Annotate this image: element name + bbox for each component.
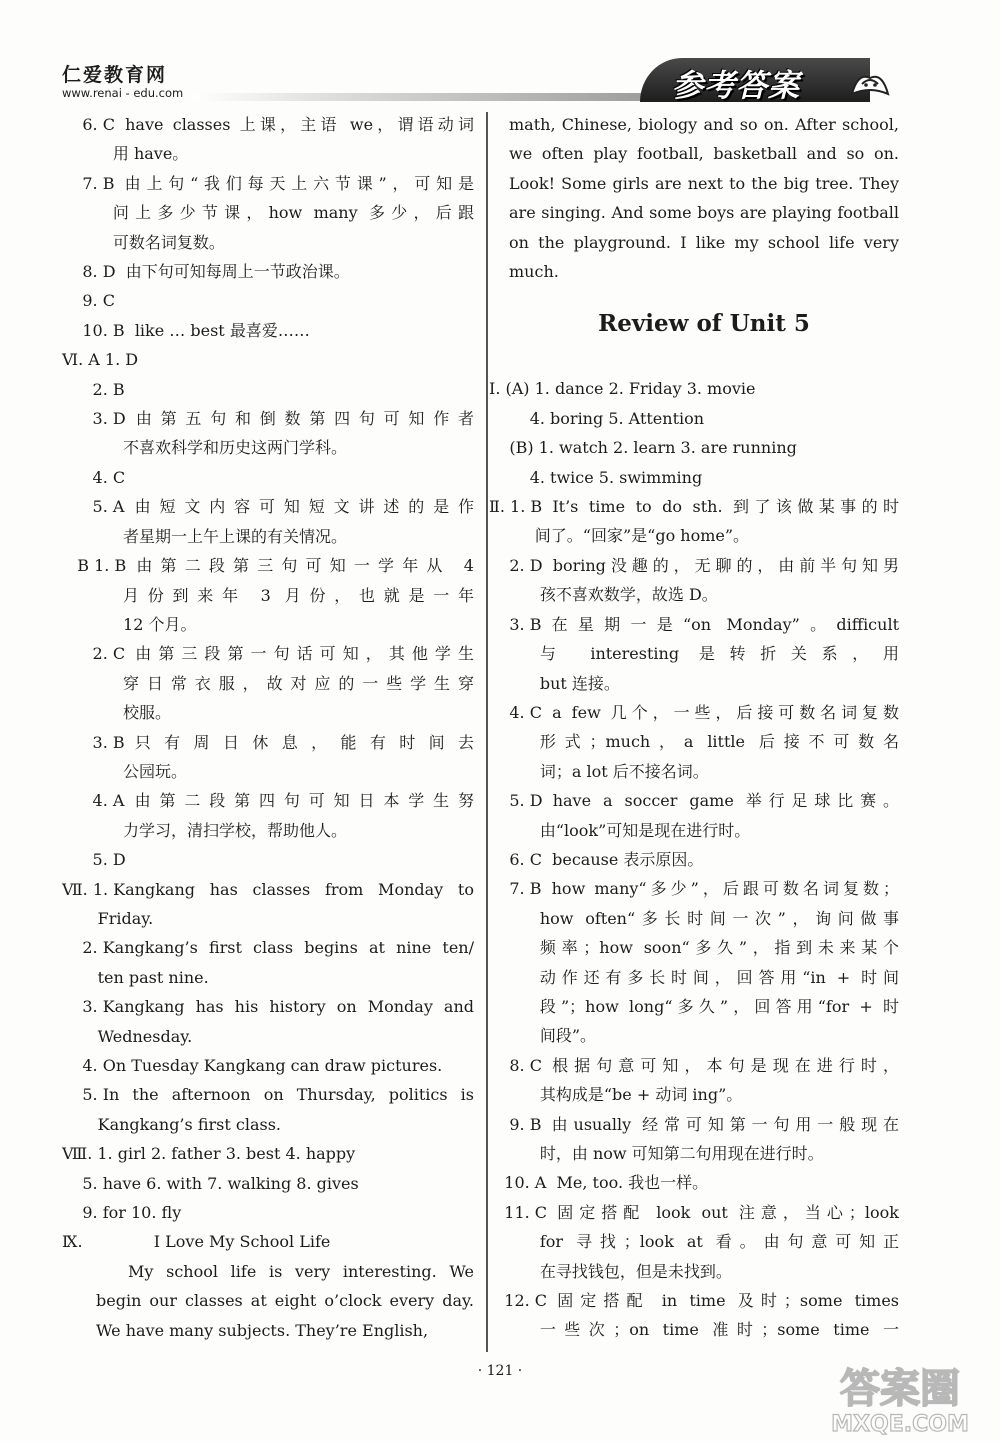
- answer-label: 3. B: [62, 732, 135, 752]
- answer-text: have a soccer game 举行足球比赛。: [552, 791, 899, 811]
- answer-line: [62, 1080, 474, 1109]
- answer-line: [489, 433, 899, 462]
- answer-line: [62, 610, 474, 639]
- answer-text: 12 个月。: [123, 614, 197, 634]
- answer-text: 9. for 10. fly: [82, 1203, 182, 1223]
- answer-line: [489, 1168, 899, 1197]
- answer-line: [62, 522, 474, 551]
- answer-label: 2. D: [489, 555, 553, 575]
- answer-text: 由第二段第三句可知一学年从 4: [136, 556, 474, 576]
- answer-label: [62, 669, 123, 698]
- answer-line: [62, 1169, 474, 1198]
- answer-line: [489, 492, 899, 521]
- answer-line: [62, 669, 474, 698]
- answer-line: [489, 374, 899, 403]
- answer-label: 4.: [62, 1056, 103, 1075]
- answer-line: [489, 845, 899, 874]
- answer-text: 与 interesting 是转折关系，用: [539, 644, 899, 664]
- answer-text: 1. girl 2. father 3. best 4. happy: [97, 1144, 356, 1164]
- left-column: [62, 110, 474, 1345]
- answer-text: 由第三段第一句话可知，其他学生: [135, 644, 474, 664]
- answer-label: [62, 228, 113, 257]
- answer-line: [489, 727, 899, 756]
- answer-line: [489, 463, 899, 492]
- answer-label: 2. C: [62, 644, 136, 664]
- answer-text: 由第二段第四句可知日本学生努: [134, 791, 474, 811]
- answer-text: Kangkang’s first class begins at nine ten/: [102, 938, 474, 958]
- answer-line: [489, 1286, 899, 1315]
- essay-continuation: math, Chinese, biology and so on. After school, we often play football, basketball and so on. Look! Some girls are next to the big tree. They are singing. And some boys are playing football on the playground. I like my school life very much.: [509, 115, 899, 282]
- answer-label: [489, 992, 540, 1021]
- answer-text: but 连接。: [539, 673, 620, 693]
- answer-line: [489, 580, 899, 609]
- answer-text: 频率；how soon“多久”，指到未来某个: [539, 938, 899, 958]
- answer-label: [489, 757, 540, 786]
- answer-line: [62, 169, 474, 198]
- answer-text: 时，由 now 可知第二句用现在进行时。: [539, 1144, 824, 1163]
- answer-line: [489, 669, 899, 698]
- answer-label: [489, 404, 530, 433]
- answer-text: 力学习，清扫学校，帮助他人。: [123, 820, 348, 840]
- answer-label: [489, 521, 535, 550]
- answer-line: [489, 786, 899, 815]
- page-number: · 121 ·: [477, 1363, 523, 1379]
- answer-line: [62, 728, 474, 757]
- answer-label: Ⅶ. 1.: [62, 879, 114, 899]
- answer-text: have classes 上课，主语 we，谓语动词: [125, 115, 474, 134]
- answer-label: 8. C: [489, 1055, 553, 1075]
- answer-text: 在寻找钱包，但是未找到。: [539, 1261, 732, 1281]
- answer-text: [115, 286, 474, 315]
- answer-label: [62, 1198, 82, 1227]
- answer-text: 4. twice 5. swimming: [529, 467, 703, 487]
- answer-line: [62, 404, 474, 433]
- answer-label: 5. A: [62, 497, 135, 517]
- answer-line: [489, 610, 899, 639]
- answer-label: [62, 139, 113, 168]
- answer-label: [489, 580, 540, 609]
- answer-label: [62, 1110, 98, 1139]
- answer-text: 校服。: [123, 703, 172, 723]
- answer-text: 不喜欢科学和历史这两门学科。: [123, 438, 348, 458]
- answer-line: [62, 375, 474, 404]
- answer-text: 由短文内容可知短文讲述的是作: [134, 497, 474, 517]
- answer-label: 6. C: [62, 115, 126, 134]
- answer-label: 10. A: [489, 1173, 557, 1193]
- answer-line: [62, 992, 474, 1021]
- answer-line: [62, 257, 474, 286]
- answer-line: [62, 1110, 474, 1139]
- answer-line: [489, 933, 899, 962]
- answer-text: Wednesday.: [97, 1026, 193, 1046]
- answer-text: 间了。“回家”是“go home”。: [534, 526, 750, 546]
- answer-label: 6. C: [489, 849, 553, 869]
- answer-label: [489, 816, 540, 845]
- answer-line: [489, 904, 899, 933]
- right-column: [489, 110, 899, 1345]
- answer-line: [62, 1198, 474, 1227]
- answer-label: [489, 463, 530, 492]
- fox-mascot-icon: [848, 64, 892, 100]
- answer-line: [489, 1110, 899, 1139]
- answer-line: [62, 875, 474, 904]
- answer-label: 4. A: [62, 791, 135, 811]
- answer-label: [62, 610, 123, 639]
- answer-text: 月份到来年 3 月份，也就是一年: [123, 585, 474, 605]
- answer-text: 问上多少节课，how many 多少，后跟: [112, 203, 474, 223]
- answer-text: because 表示原因。: [552, 849, 704, 869]
- answer-line: [489, 1021, 899, 1050]
- answer-line: [489, 1315, 899, 1344]
- answer-label: [62, 963, 98, 992]
- answer-line: [489, 521, 899, 550]
- answer-line: [489, 551, 899, 580]
- answer-line: [62, 933, 474, 962]
- answer-text: 词；a lot 后不接名词。: [539, 761, 709, 781]
- answer-label: 4. C: [62, 467, 126, 487]
- answer-line: [489, 698, 899, 727]
- answer-label: 3. B: [489, 614, 552, 634]
- section-title: Review of Unit 5: [598, 310, 810, 337]
- answer-label: 10. B: [62, 320, 135, 340]
- answer-label: [62, 816, 123, 845]
- answer-text: 形式；much，a little 后接不可数名: [539, 732, 899, 752]
- answer-label: Ⅵ. A 1. D: [62, 350, 139, 370]
- answer-text: 孩不喜欢数学，故选 D。: [539, 585, 718, 605]
- answer-text: how many“多少”，后跟可数名词复数；: [551, 879, 899, 899]
- answer-text: 一些次；on time 准时；some time 一: [539, 1320, 899, 1340]
- answer-line: [62, 1139, 474, 1168]
- answer-text: 5. have 6. with 7. walking 8. gives: [82, 1173, 359, 1193]
- answer-line: [489, 1051, 899, 1080]
- answer-line: [489, 1080, 899, 1109]
- answer-label: [62, 433, 123, 462]
- watermark-logo-text: 答案圈: [840, 1366, 960, 1412]
- answer-text: 只有周日休息，能有时间去: [134, 732, 474, 752]
- answer-text: 由下句可知每周上一节政治课。: [125, 262, 350, 282]
- answer-label: B 1. B: [62, 556, 137, 576]
- brand-logo: [62, 60, 183, 100]
- answer-text: Friday.: [97, 908, 154, 928]
- answer-label: [489, 1227, 540, 1256]
- answer-text: for 寻找；look at 看。由句意可知正: [539, 1232, 899, 1252]
- answer-line: [62, 139, 474, 168]
- answer-label: 3.: [62, 997, 103, 1017]
- answer-line: [62, 1022, 474, 1051]
- answer-label: [489, 1139, 540, 1168]
- answer-line: [489, 757, 899, 786]
- answer-label: Ⅱ. 1. B: [489, 497, 553, 517]
- answer-text: 固定搭配 look out 注意，当心；look: [557, 1202, 899, 1222]
- review-answers: [489, 374, 899, 1344]
- answer-label: [62, 698, 123, 727]
- answer-text: Kangkang’s first class.: [97, 1114, 281, 1134]
- answer-label: [489, 1257, 540, 1286]
- answer-label: 2. B: [62, 379, 125, 399]
- answer-text: 者星期一上午上课的有关情况。: [123, 526, 348, 546]
- watermark-logo: [812, 1357, 987, 1437]
- answer-line: [62, 1227, 474, 1256]
- answer-line: [62, 551, 474, 580]
- answer-text: 其构成是“be + 动词 ing”。: [539, 1085, 743, 1105]
- answer-line: [62, 345, 474, 374]
- answer-text: [126, 845, 474, 874]
- answer-line: [489, 816, 899, 845]
- answer-text: 段”；how long“多久”，回答用“for + 时: [539, 996, 899, 1016]
- answer-line: [489, 639, 899, 668]
- answer-line: [489, 992, 899, 1021]
- answer-line: [489, 874, 899, 903]
- answer-label: 5. D: [62, 850, 126, 870]
- answer-label: 7. B: [489, 879, 552, 899]
- answer-text: It’s time to do sth. 到了该做某事的时: [552, 497, 899, 517]
- answer-line: [62, 433, 474, 462]
- answer-text: [125, 375, 474, 404]
- answer-line: [62, 904, 474, 933]
- answer-line: [62, 816, 474, 845]
- answer-label: Ⅷ.: [62, 1144, 98, 1164]
- answer-label: [62, 198, 113, 227]
- answer-label: Ⅰ. (A): [489, 379, 535, 399]
- answer-line: [62, 845, 474, 874]
- answer-label: [489, 1021, 540, 1050]
- answer-label: (B): [489, 438, 539, 458]
- answer-label: [489, 727, 540, 756]
- answer-line: [489, 1139, 899, 1168]
- answer-text: Me, too. 我也一样。: [556, 1173, 709, 1193]
- answer-label: 5.: [62, 1085, 103, 1105]
- answer-label: [489, 669, 540, 698]
- answer-line: [62, 1051, 474, 1080]
- answer-label: 4. C: [489, 702, 553, 722]
- answer-text: 1. dance 2. Friday 3. movie: [534, 379, 756, 399]
- answer-label: [62, 581, 123, 610]
- answer-label: [489, 904, 540, 933]
- answer-label: [489, 1315, 540, 1344]
- answer-line: [62, 963, 474, 992]
- answer-text: 固定搭配 in time 及时；some times: [557, 1291, 899, 1311]
- answer-text: 由usually 经常可知第一句用一般现在: [551, 1114, 899, 1134]
- answer-text: a few 几个，一些，后接可数名词复数: [552, 702, 899, 722]
- answer-text: 由上句“我们每天上六节课”，可知是: [124, 173, 474, 193]
- answer-text: Kangkang has his history on Monday and: [102, 997, 474, 1017]
- answer-label: 11. C: [489, 1202, 558, 1222]
- answer-text: 由第五句和倒数第四句可知作者: [135, 409, 474, 429]
- answer-line: [62, 110, 474, 139]
- answer-line: [62, 786, 474, 815]
- answer-line: [62, 698, 474, 727]
- answer-line: [62, 316, 474, 345]
- answer-line: [489, 1257, 899, 1286]
- answer-line: [62, 228, 474, 257]
- page-header: [0, 0, 1000, 105]
- answer-label: 12. C: [489, 1291, 558, 1311]
- answer-label: [489, 639, 540, 668]
- answer-label: [489, 933, 540, 962]
- header-title: 参考答案: [672, 68, 800, 104]
- answer-text: ten past nine.: [97, 967, 209, 987]
- answer-line: [62, 757, 474, 786]
- answer-label: [62, 904, 98, 933]
- answer-label: [489, 1080, 540, 1109]
- answer-text: how often“多长时间一次”，询问做事: [539, 908, 899, 928]
- answer-line: [489, 1198, 899, 1227]
- answer-label: [62, 1169, 82, 1198]
- answer-label: 5. D: [489, 791, 553, 811]
- answer-label: Ⅸ.: [62, 1232, 154, 1252]
- answer-text: 用 have。: [112, 144, 189, 164]
- answer-line: [489, 1227, 899, 1256]
- answer-label: 2.: [62, 938, 103, 958]
- answer-text: like … best 最喜爱……: [134, 320, 310, 340]
- answer-text: boring没趣的，无聊的，由前半句知男: [552, 555, 899, 575]
- answer-line: [62, 286, 474, 315]
- answer-text: I Love My School Life: [153, 1232, 331, 1252]
- answer-label: [62, 757, 123, 786]
- answer-line: [62, 581, 474, 610]
- answer-label: [62, 1022, 98, 1051]
- answer-line: [62, 463, 474, 492]
- answer-text: 动作还有多长时间，回答用“in + 时间: [539, 967, 899, 987]
- answer-text: 穿日常衣服，故对应的一些学生穿: [123, 673, 474, 693]
- answer-label: 8. D: [62, 262, 126, 282]
- brand-name: 仁爱教育网: [62, 64, 168, 86]
- answer-label: 7. B: [62, 173, 125, 193]
- answer-text: Kangkang has classes from Monday to: [113, 879, 474, 899]
- answer-text: 1. watch 2. learn 3. are running: [538, 438, 797, 458]
- answer-text: [138, 345, 474, 374]
- answer-text: [125, 463, 474, 492]
- answer-text: 间段”。: [539, 1026, 597, 1046]
- essay-paragraph: My school life is very interesting. We begin our classes at eight o’clock every day. We have many subjects. They’re English,: [96, 1261, 474, 1340]
- answer-line: [62, 639, 474, 668]
- answer-label: [489, 963, 540, 992]
- answer-line: [489, 963, 899, 992]
- answer-label: 3. D: [62, 409, 136, 429]
- header-band: [192, 93, 662, 101]
- answer-text: 可数名词复数。: [112, 232, 225, 252]
- answer-text: 由“look”可知是现在进行时。: [539, 820, 751, 840]
- watermark-url: MXQE.COM: [831, 1412, 969, 1437]
- answer-label: 9. C: [62, 291, 115, 311]
- answer-line: [489, 404, 899, 433]
- answer-text: 在星期一是“on Monday”。difficult: [551, 614, 899, 634]
- answer-text: 4. boring 5. Attention: [529, 408, 705, 428]
- column-divider: [486, 112, 488, 1352]
- answer-label: [62, 522, 123, 551]
- brand-url: www.renai - edu.com: [62, 86, 184, 100]
- answer-text: 根据句意可知，本句是现在进行时，: [552, 1055, 899, 1075]
- answer-line: [62, 198, 474, 227]
- answer-text: On Tuesday Kangkang can draw pictures.: [102, 1056, 443, 1075]
- answer-line: [62, 492, 474, 521]
- answer-text: 公园玩。: [123, 761, 188, 781]
- answer-label: 9. B: [489, 1114, 552, 1134]
- answer-text: In the afternoon on Thursday, politics is: [102, 1085, 474, 1105]
